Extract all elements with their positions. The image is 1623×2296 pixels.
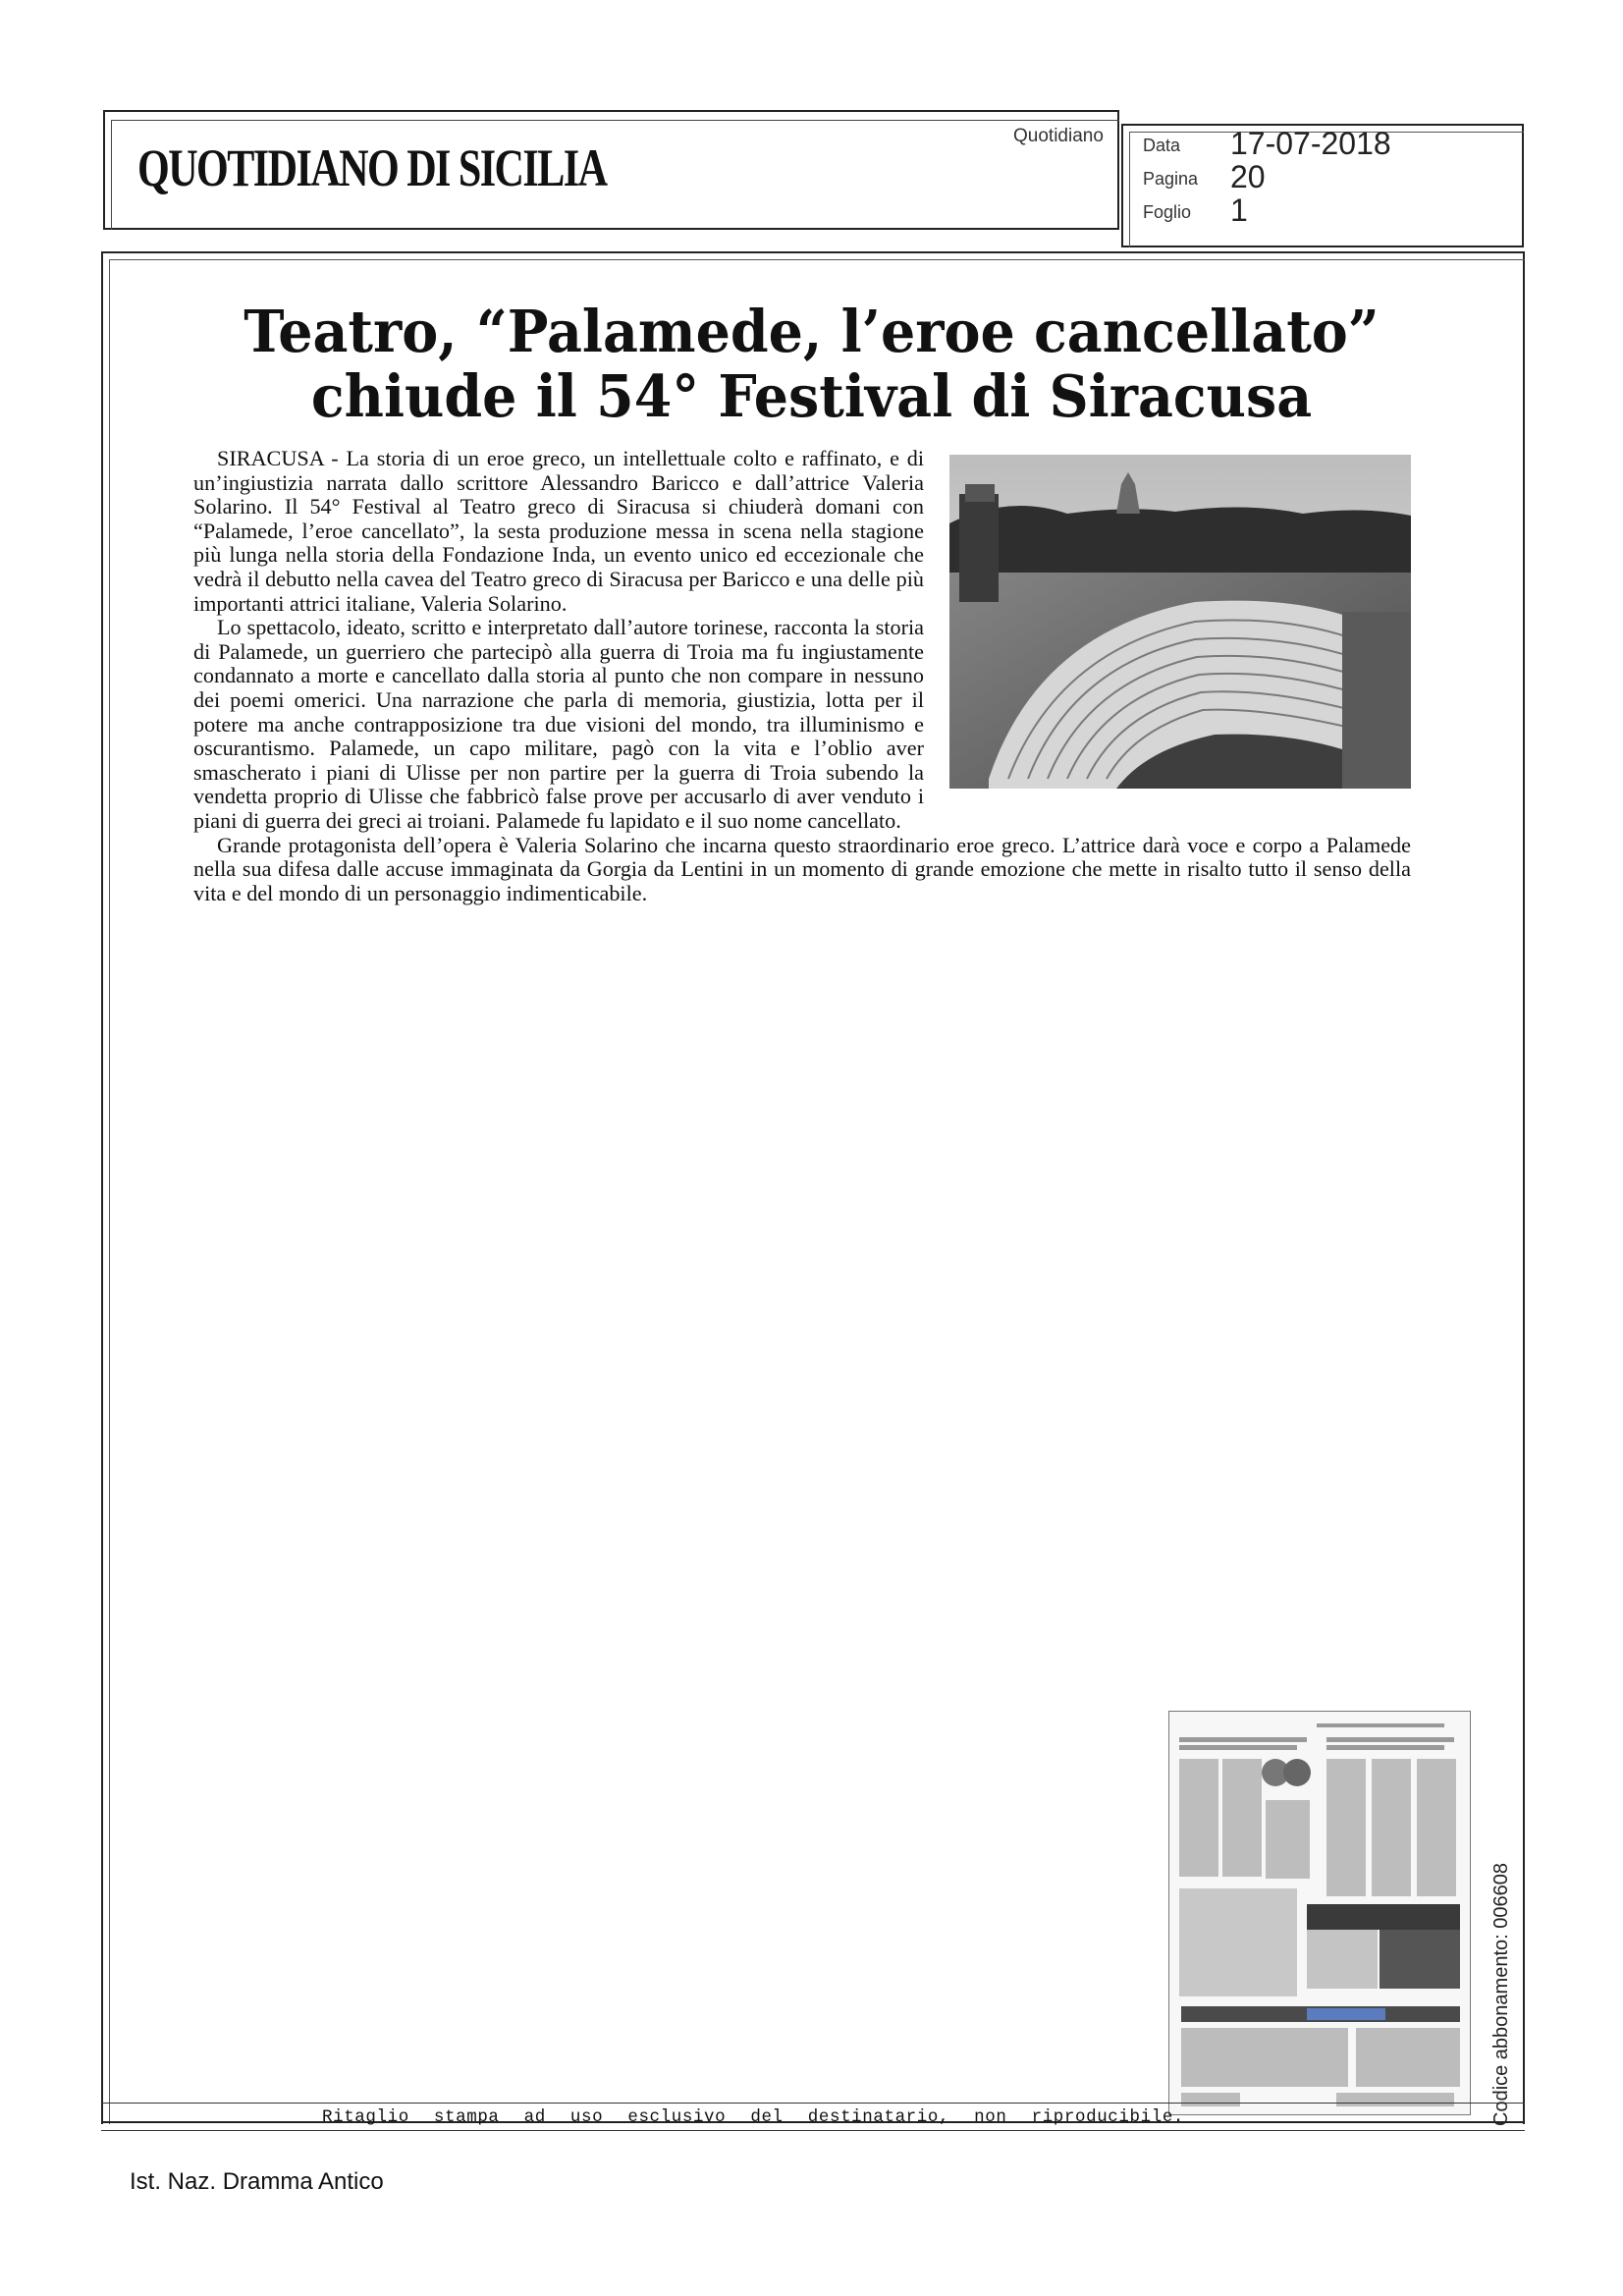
meta-label-foglio: Foglio <box>1143 202 1192 222</box>
newspaper-masthead: QUOTIDIANO DI SICILIA <box>137 138 607 197</box>
article-paragraph: Grande protagonista dell’opera è Valeria Solarino che incarna questo straordinario eroe greco. L’attrice darà voce e corpo a Palamede nella sua difesa dalle accuse immaginata da Gorgia da Lentini in un momento di grande emozione che mette in risalto tutto il senso della vita e del mondo di un personaggio indimenticabile. <box>193 832 1411 905</box>
page-thumbnail <box>1168 1711 1471 2115</box>
meta-label-pagina: Pagina <box>1143 169 1199 189</box>
headline-line-2: chiude il 54° Festival di Siracusa <box>310 362 1313 430</box>
article-headline <box>159 300 1463 429</box>
article-paragraph: SIRACUSA - La storia di un eroe greco, un intellettuale colto e raffinato, e di un’ingiustizia narrata dallo scrittore Alessandro Baricco e dall’attrice Valeria Solarino. Il 54° Festival al Teatro greco di Siracusa si chiuderà domani con “Palamede, l’eroe cancellato”, la sesta produzione messa in scena nella stagione più lunga nella storia della Fondazione Inda, un evento unico ed eccezionale che vedrà il debutto nella cavea del Teatro greco di Siracusa per Baricco e una delle più importanti attrici italiane, Valeria Solarino. <box>193 446 924 616</box>
footer-rule <box>101 2103 1525 2104</box>
article-paragraph: Lo spettacolo, ideato, scritto e interpretato dall’autore torinese, racconta la storia di Palamede, un guerriero che partecipò alla guerra di Troia ma fu ingiustamente condannato a morte e cancellato dalla storia al punto che non compare in nessuno dei poemi omerici. Una narrazione che parla di memoria, giustizia, lotta per il potere ma anche contrapposizione tra due visioni del mondo, tra illuminismo e oscurantismo. Palamede, un capo militare, pagò con la vita e l’oblio aver smascherato i piani di Ulisse per non partire per la guerra di Troia subendo la vendetta proprio di Ulisse che fabbricò false prove per accusarlo di aver venduto i piani di guerra dei greci ai troiani. Palamede fu lapidato e il suo nome cancellato. <box>193 615 924 833</box>
meta-value-date: 17-07-2018 <box>1230 126 1391 161</box>
article-body <box>193 447 1411 905</box>
subscription-code: Codice abbonamento: 006608 <box>1490 1863 1512 2126</box>
reproduction-notice: Ritaglio stampa ad uso esclusivo del destinatario, non riproducibile. <box>322 2107 1185 2127</box>
teatro-greco-photo <box>949 455 1411 789</box>
meta-label-data: Data <box>1143 136 1181 155</box>
meta-value-sheet: 1 <box>1230 192 1248 228</box>
meta-value-page: 20 <box>1230 159 1266 194</box>
source-institution: Ist. Naz. Dramma Antico <box>130 2168 384 2195</box>
headline-line-1: Teatro, “Palamede, l’eroe cancellato” <box>243 298 1380 365</box>
publication-type-label: Quotidiano <box>1013 126 1104 146</box>
